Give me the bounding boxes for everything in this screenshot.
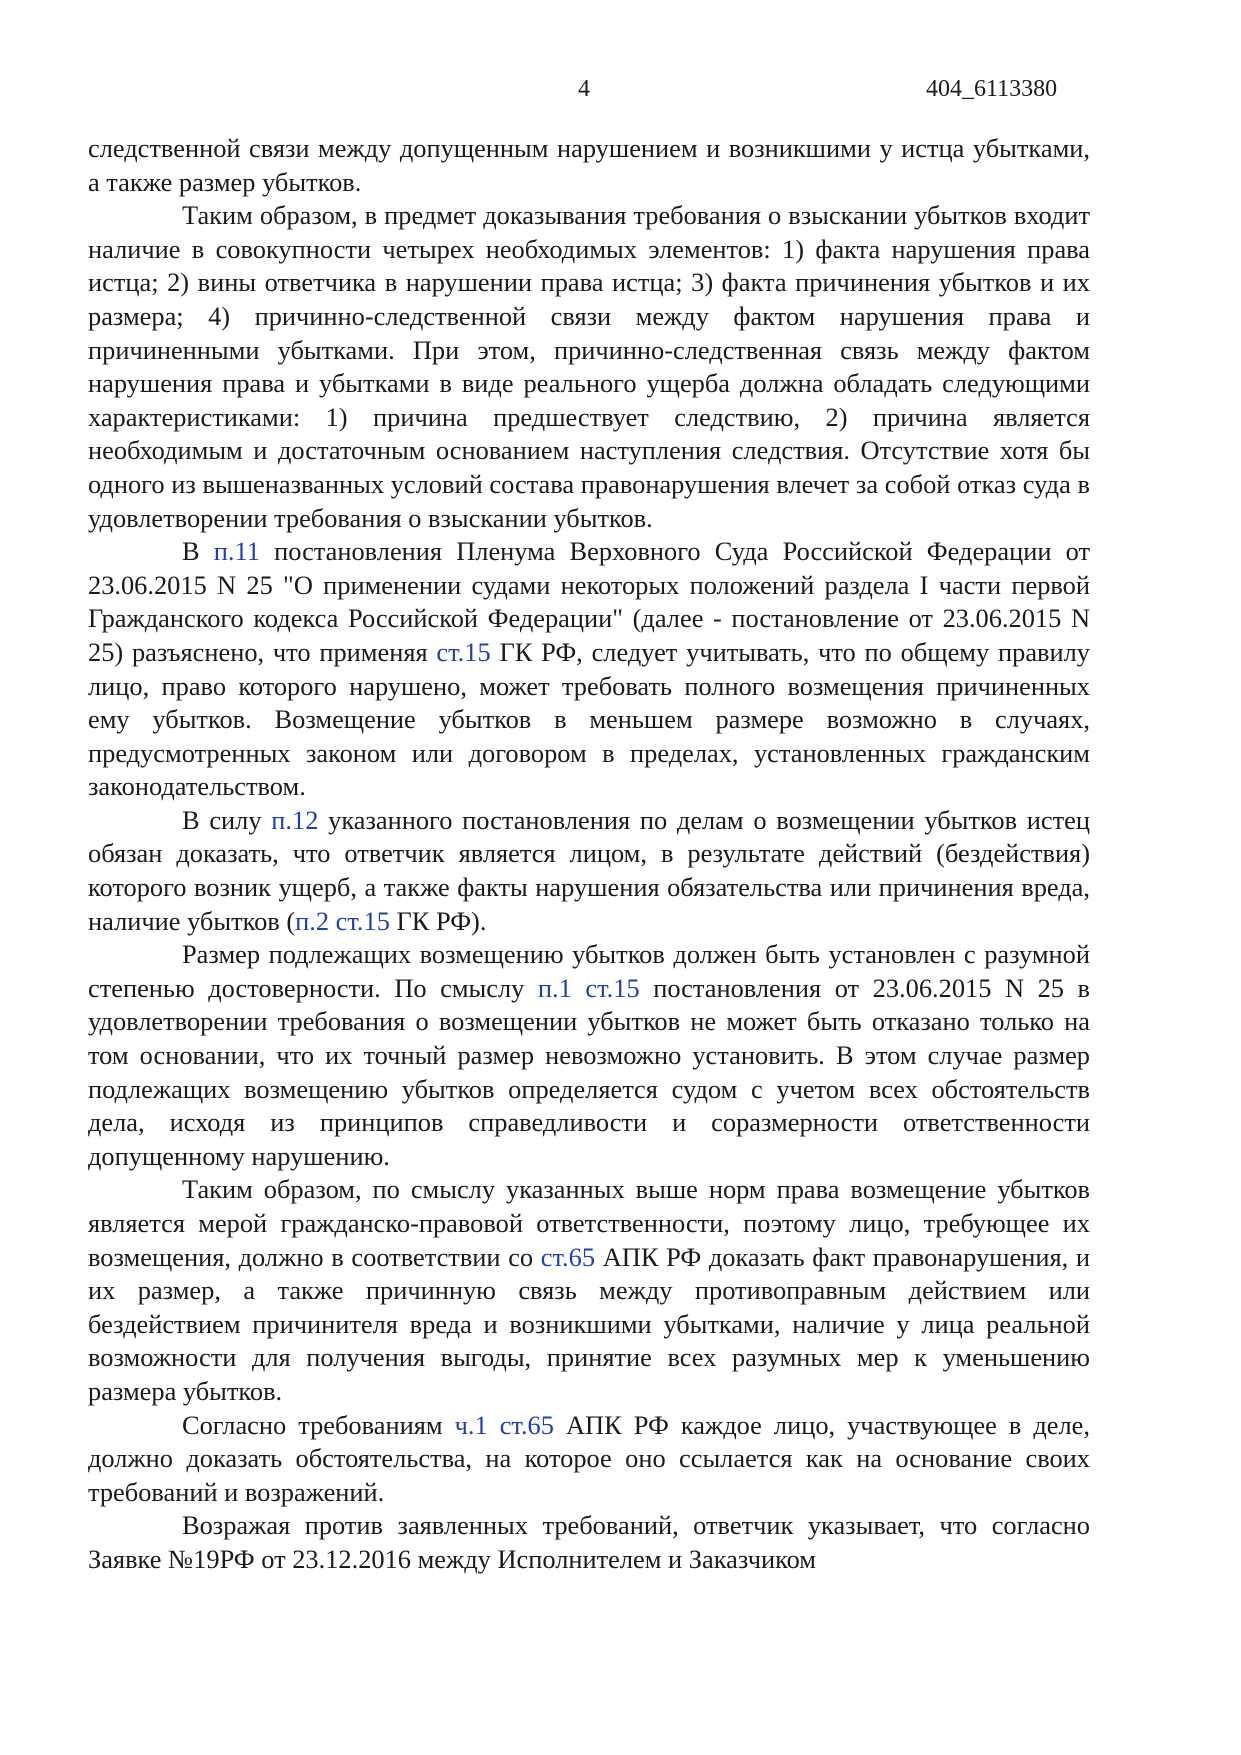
paragraph-civil-liability	[88, 1173, 1090, 1408]
text-segment: Согласно требованиям	[182, 1409, 455, 1440]
text-segment	[572, 973, 586, 1003]
paragraph-apk-requirements	[88, 1409, 1090, 1510]
text-segment	[488, 1410, 500, 1440]
text-segment: постановления Пленума Верховного Суда Российской Федерации от 23.06.2015 N 25 "О применении судами некоторых положений раздела I части первой Гражданского кодекса Российской Федерации" (далее - постановление от 23.06.2015 N 25) разъяснено, что применяя	[88, 536, 1090, 667]
document-id: 404_6113380	[926, 76, 1058, 102]
text-segment: В силу	[182, 804, 272, 835]
link-st15[interactable]: ст.15	[436, 636, 491, 667]
link-p11[interactable]: п.11	[213, 536, 260, 567]
link-st65[interactable]: ст.65	[540, 1241, 596, 1272]
text-segment: АПК РФ каждое лицо, участвующее в деле, должно доказать обстоятельства, на которое оно ссылается как на основание своих требований и возражений.	[88, 1409, 1090, 1507]
paragraph-defendant-objection: Возражая против заявленных требований, ответчик указывает, что согласно Заявке №19РФ от 23.12.2016 между Исполнителем и Заказчиком	[88, 1510, 1090, 1574]
page-number: 4	[578, 76, 590, 102]
link-p12[interactable]: п.12	[271, 804, 319, 835]
text-segment: В	[182, 536, 214, 567]
paragraph-damages-amount	[88, 938, 1090, 1173]
paragraph-burden-of-proof	[88, 804, 1090, 938]
text-segment: АПК РФ доказать факт правонарушения, и их размер, а также причинную связь между противоправным действием или бездействием причинителя вреда и возникшими убытками, наличие у лица реальной возможности для получения выгоды, принятие всех разумных мер к уменьшению размера убытков.	[88, 1241, 1090, 1406]
document-body	[88, 132, 1090, 1577]
paragraph-plenum-resolution	[88, 535, 1090, 804]
text-segment: ГК РФ, следует учитывать, что по общему правилу лицо, право которого нарушено, может требовать полного возмещения причиненных ему убытков. Возмещение убытков в меньшем размере возможно в случаях, предусмотренных законом или договором в пределах, установленных гражданским законодательством.	[88, 636, 1090, 802]
text-segment: ГК РФ).	[389, 905, 487, 936]
link-p1[interactable]: п.1	[537, 972, 572, 1003]
page-header	[0, 72, 1241, 106]
bottom-margin	[0, 1640, 1241, 1755]
text-segment: Таким образом, по смыслу указанных выше норм права возмещение убытков является мерой гражданско-правовой ответственности, поэтому лицо, требующее их возмещения, должно в соответствии со	[88, 1174, 1090, 1272]
link-st15[interactable]: ст.15	[335, 905, 390, 936]
text-segment	[329, 906, 336, 936]
text-segment: указанного постановления по делам о возмещении убытков истец обязан доказать, что ответчик является лицом, в результате действий (бездействия) которого возник ущерб, а также факты нарушения обязательства или причинения вреда, наличие убытков (	[88, 804, 1090, 936]
text-segment: постановления от 23.06.2015 N 25 в удовлетворении требования о возмещении убытков не может быть отказано только на том основании, что их точный размер невозможно установить. В этом случае размер подлежащих возмещению убытков определяется судом с учетом всех обстоятельств дела, исходя из принципов справедливости и соразмерности ответственности допущенному нарушению.	[88, 972, 1090, 1171]
paragraph-continuation: следственной связи между допущенным нарушением и возникшими у истца убытками, а также размер убытков.	[88, 133, 1090, 197]
paragraph-elements-of-proof: Таким образом, в предмет доказывания требования о взыскании убытков входит наличие в совокупности четырех необходимых элементов: 1) факта нарушения права истца; 2) вины ответчика в нарушении права истца; 3) факта причинения убытков и их размера; 4) причинно-следственной связи между фактом нарушения права и причиненными убытками. При этом, причинно-следственная связь между фактом нарушения права и убытками в виде реального ущерба должна обладать следующими характеристиками: 1) причина предшествует следствию, 2) причина является необходимым и достаточным основанием наступления следствия. Отсутствие хотя бы одного из вышеназванных условий состава правонарушения влечет за собой отказ суда в удовлетворении требования о взыскании убытков.	[88, 200, 1090, 533]
link-p2[interactable]: п.2	[295, 905, 330, 936]
link-st15[interactable]: ст.15	[585, 972, 640, 1003]
link-ch1[interactable]: ч.1	[454, 1409, 488, 1440]
text-segment: Размер подлежащих возмещению убытков должен быть установлен с разумной степенью достоверности. По смыслу	[88, 939, 1090, 1003]
link-st65[interactable]: ст.65	[499, 1409, 554, 1440]
